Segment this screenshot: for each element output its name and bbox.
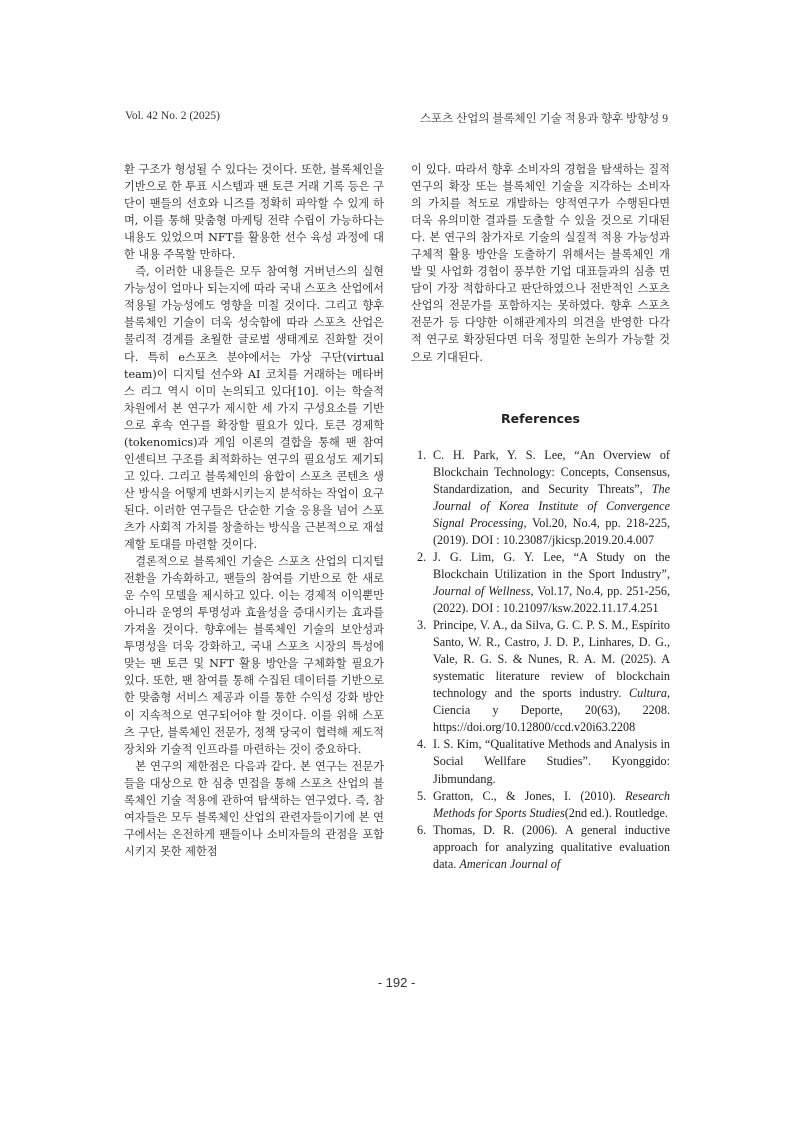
reference-item: 1. C. H. Park, Y. S. Lee, “An Overview of Blockchain Technology: Concepts, Consensus, Standardization, and Security Threats”, The Journal of Korea Institute of Convergence Signal Processing, Vol.20, No.4, pp. 218-225, (2019). DOI : 10.23087/jkicsp.2019.20.4.007: [417, 447, 670, 547]
reference-list: [411, 447, 670, 873]
reference-item: 6. Thomas, D. R. (2006). A general inductive approach for analyzing qualitative evaluation data. American Journal of: [417, 822, 670, 871]
left-column: [124, 161, 384, 860]
reference-item: 2. J. G. Lim, G. Y. Lee, “A Study on the Blockchain Utilization in the Sport Industry”, Journal of Wellness, Vol.17, No.4, pp. 251-256, (2022). DOI : 10.21097/ksw.2022.11.17.4.251: [417, 549, 670, 616]
paragraph: 결론적으로 블록체인 기술은 스포츠 산업의 디지털 전환을 가속화하고, 팬들의 참여를 기반으로 한 새로운 수익 모델을 제시하고 있다. 이는 경제적 이익뿐만 아니라 운영의 투명성과 효율성을 증대시키는 효과를 가져올 것이다. 향후에는 블록체인 기술의 보안성과 투명성을 더욱 강화하고, 국내 스포츠 시장의 특성에 맞는 팬 토큰 및 NFT 활용 방안을 구체화할 필요가 있다. 또한, 팬 참여를 통해 수집된 데이터를 기반으로 한 맞춤형 서비스 제공과 이를 통한 수익성 강화 방안이 지속적으로 연구되어야 할 것이다. 이를 위해 스포츠 구단, 블록체인 전문가, 정책 당국이 협력해 제도적 장치와 기술적 인프라를 마련하는 것이 중요하다.: [124, 555, 384, 756]
reference-item: 4. I. S. Kim, “Qualitative Methods and Analysis in Social Wellfare Studies”. Kyonggido: Jibmundang.: [417, 737, 670, 786]
page-number: - 192 -: [377, 975, 416, 990]
running-header-title: 스포츠 산업의 블록체인 기술 적용과 향후 방향성 9: [419, 113, 668, 125]
running-header-volume: Vol. 42 No. 2 (2025): [125, 110, 220, 122]
paragraph: 환 구조가 형성될 수 있다는 것이다. 또한, 블록체인을 기반으로 한 투표 시스템과 팬 토큰 거래 기록 등은 구단이 팬들의 선호와 니즈를 정확히 파악할 수 있게 하며, 이를 통해 맞춤형 마케팅 전략 수립이 가능하다는 내용도 있었으며 NFT를 활용한 선수 육성 과정에 대한 내용 주목할 만하다.: [124, 163, 384, 262]
right-column: [411, 161, 670, 873]
paragraph: 이 있다. 따라서 향후 소비자의 경험을 탐색하는 질적연구의 확장 또는 블록체인 기술을 지각하는 소비자의 가치를 척도로 개발하는 양적연구가 수행된다면 더욱 유의미한 결과를 도출할 수 있을 것으로 기대된다. 본 연구의 참가자로 기술의 실질적 적용 가능성과 구체적 활용 방안을 도출하기 위해서는 블록체인 개발 및 사업화 경험이 풍부한 기업 대표들과의 심층 면담이 가장 적합하다고 판단하였으나 전반적인 스포츠산업의 전문가를 포함하지는 못하였다. 향후 스포츠 전문가 등 다양한 이해관계자의 의견을 반영한 다각적 연구로 확장된다면 더욱 정밀한 논의가 가능할 것으로 기대된다.: [411, 163, 670, 364]
paragraph: 즉, 이러한 내용들은 모두 참여형 거버넌스의 실현 가능성이 얼마나 되는지에 따라 국내 스포츠 산업에서 적용될 가능성에도 영향을 미칠 것이다. 그리고 향후 블록체인 기술이 더욱 성숙함에 따라 스포츠 산업은 물리적 경계를 초월한 글로벌 생태계로 진화할 것이다. 특히 e스포츠 분야에서는 가상 구단(virtual team)이 디지털 선수와 AI 코치를 거래하는 메타버스 리그 역시 이미 논의되고 있다[10]. 이는 학술적 차원에서 본 연구가 제시한 세 가지 구성요소를 기반으로 후속 연구를 확장할 필요가 있다. 토큰 경제학(tokenomics)과 게임 이론의 결합을 통해 팬 참여 인센티브 구조를 최적화하는 연구의 필요성도 제기되고 있다. 그리고 블록체인의 융합이 스포츠 콘텐츠 생산 방식을 어떻게 변화시키는지 분석하는 작업이 요구된다. 이러한 연구들은 단순한 기술 응용을 넘어 스포츠가 사회적 가치를 창출하는 방식을 근본적으로 재설계할 토대를 마련할 것이다.: [124, 265, 384, 552]
reference-item: 3. Principe, V. A., da Silva, G. C. P. S. M., Espírito Santo, W. R., Castro, J. D. P., Linhares, D. G., Vale, R. G. S. & Nunes, R. A. M. (2025). A systematic literature review of blockchain technology and the sports industry. Cultura, Ciencia y Deporte, 20(63), 2208. https://doi.org/10.12800/ccd.v20i63.2208: [417, 618, 670, 735]
paragraph: 본 연구의 제한점은 다음과 같다. 본 연구는 전문가들을 대상으로 한 심층 면접을 통해 스포츠 산업의 블록체인 기술 적용에 관하여 탐색하는 연구였다. 즉, 참여자들은 모두 블록체인 산업의 관련자들이기에 본 연구에서는 온전하게 팬들이나 소비자들의 관점을 포함시키지 못한 제한점: [124, 759, 384, 858]
reference-item: 5. Gratton, C., & Jones, I. (2010). Research Methods for Sports Studies(2nd ed.). Routledge.: [417, 788, 670, 820]
references-heading: References: [501, 410, 580, 426]
